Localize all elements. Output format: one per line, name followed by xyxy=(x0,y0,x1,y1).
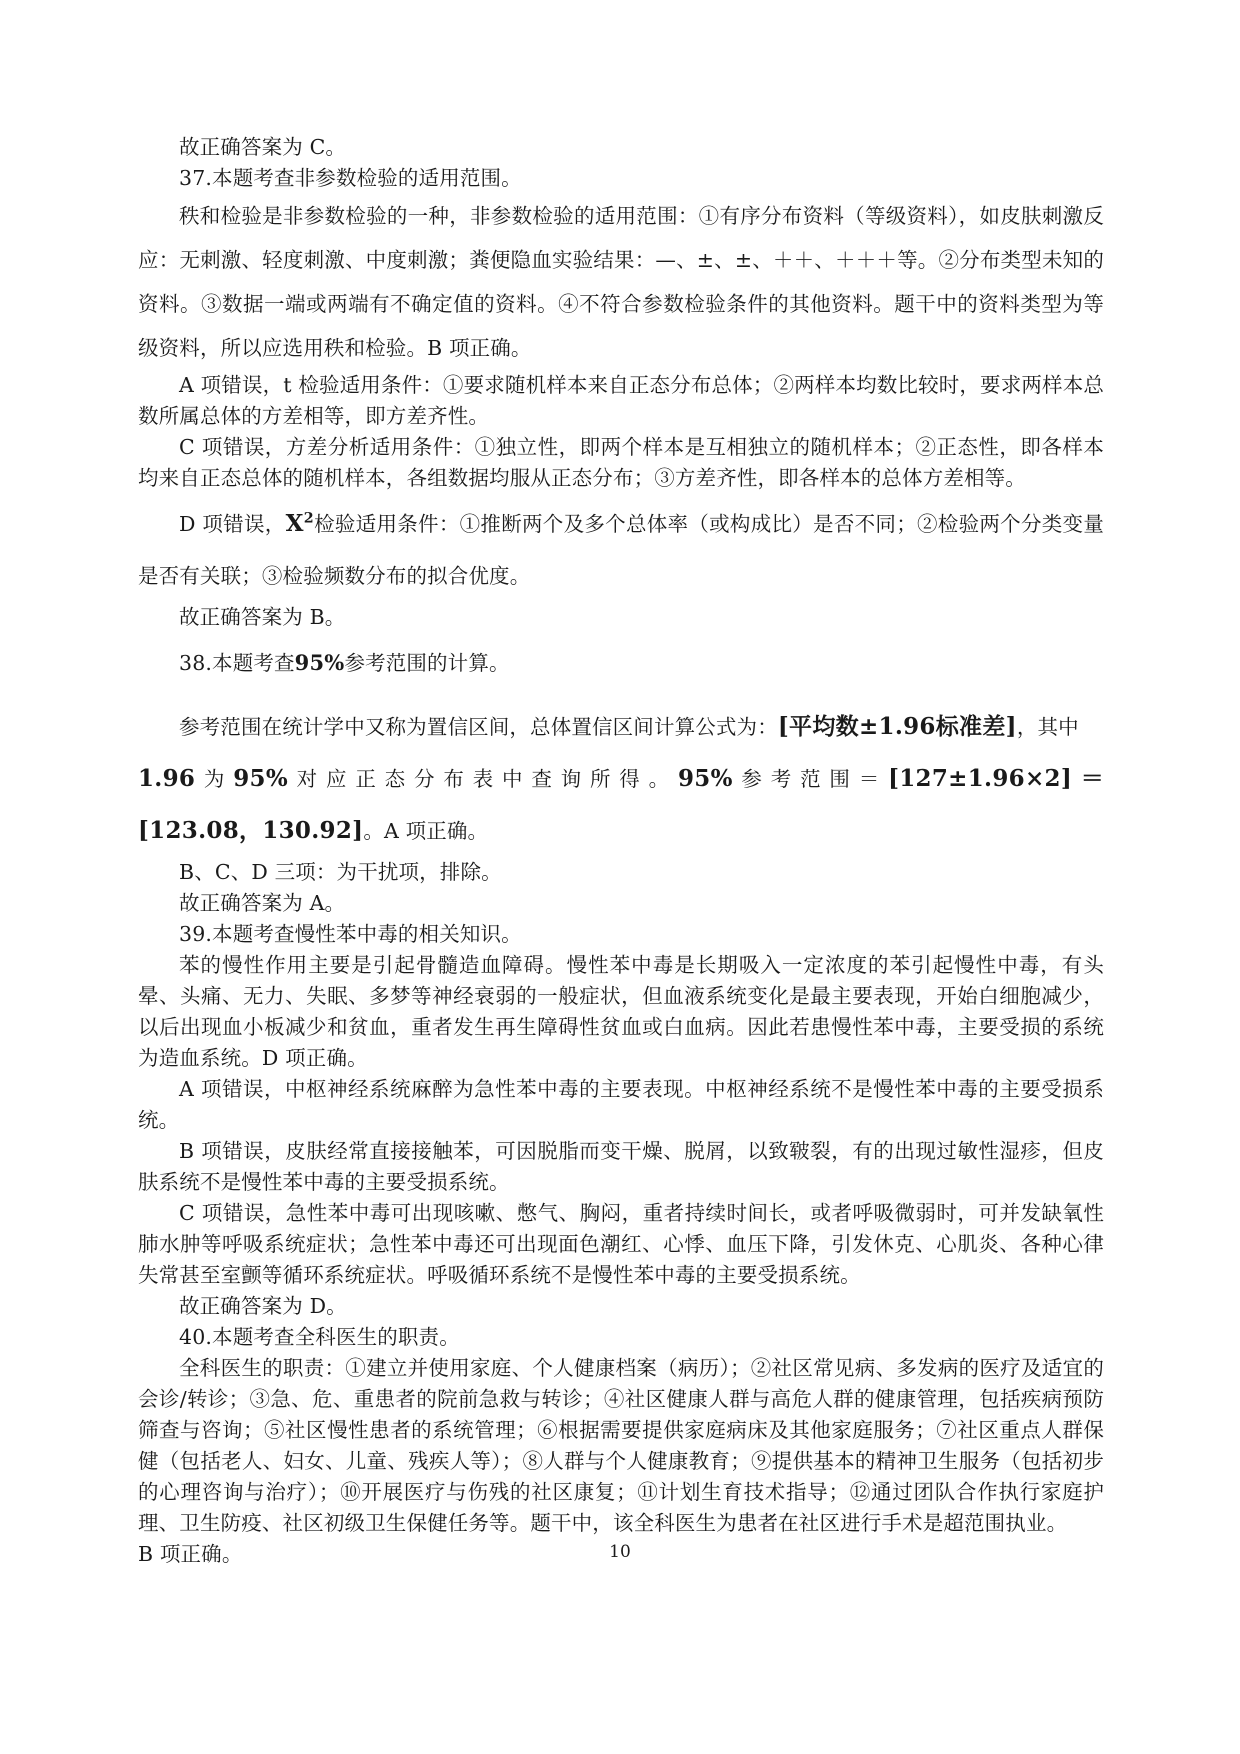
calc-text-2: 对应正态分布表中查询所得。 xyxy=(288,767,678,791)
q39-heading: 39.本题考查慢性苯中毒的相关知识。 xyxy=(179,922,522,946)
interval-expression: [127±1.96×2] xyxy=(888,765,1073,792)
q38-formula-intro xyxy=(138,701,1104,753)
q39-option-b: B 项错误，皮肤经常直接接触苯，可因脱脂而变干燥、脱屑，以致皲裂，有的出现过敏性湿疹，但皮肤系统不是慢性苯中毒的主要受损系统。 xyxy=(138,1139,1104,1194)
q38-options-bcd: B、C、D 三项：为干扰项，排除。 xyxy=(179,860,502,884)
interval-result: [123.08，130.92] xyxy=(138,817,364,844)
q38-answer: 故正确答案为 A。 xyxy=(179,891,346,915)
q38-intro-text: 参考范围在统计学中又称为置信区间，总体置信区间计算公式为： xyxy=(179,715,778,739)
equals-sign: ＝ xyxy=(1072,765,1104,792)
q40-answer: B 项正确。 xyxy=(138,1542,243,1566)
q37-option-c: C 项错误，方差分析适用条件：①独立性，即两个样本是互相独立的随机样本；②正态性，即各样本均来自正态总体的随机样本，各组数据均服从正态分布；③方差齐性，即各样本的总体方差相等。 xyxy=(138,435,1104,490)
confidence-interval-formula: [平均数±1.96标准差] xyxy=(777,713,1017,740)
q38-heading-suffix: 参考范围的计算。 xyxy=(344,651,510,675)
q37-option-a: A 项错误，t 检验适用条件：①要求随机样本来自正态分布总体；②两样本均数比较时，要求两样本总数所属总体的方差相等，即方差齐性。 xyxy=(138,373,1104,428)
confidence-level-2: 95% xyxy=(677,765,733,792)
q39-option-a: A 项错误，中枢神经系统麻醉为急性苯中毒的主要表现。中枢神经系统不是慢性苯中毒的主要受损系统。 xyxy=(138,1077,1104,1132)
calc-text-1: 为 xyxy=(195,767,234,791)
page-number: 10 xyxy=(609,1542,631,1562)
q37-option-d-prefix: D 项错误， xyxy=(179,512,286,536)
q38-heading xyxy=(138,647,1104,679)
q39-body: 苯的慢性作用主要是引起骨髓造血障碍。慢性苯中毒是长期吸入一定浓度的苯引起慢性中毒，有头晕、头痛、无力、失眠、多梦等神经衰弱的一般症状，但血液系统变化是最主要表现，开始白细胞减少，以后出现血小板减少和贫血，重者发生再生障碍性贫血或白血病。因此若患慢性苯中毒，主要受损的系统为造血系统。D 项正确。 xyxy=(138,953,1104,1070)
page-content xyxy=(138,132,1104,1570)
q38-intro-tail: ，其中 xyxy=(1016,715,1079,739)
calc-text-4: 。A 项正确。 xyxy=(363,819,489,843)
q39-option-c: C 项错误，急性苯中毒可出现咳嗽、憋气、胸闷，重者持续时间长，或者呼吸微弱时，可并发缺氧性肺水肿等呼吸系统症状；急性苯中毒还可出现面色潮红、心悸、血压下降，引发休克、心肌炎、各种心律失常甚至室颤等循环系统症状。呼吸循环系统不是慢性苯中毒的主要受损系统。 xyxy=(138,1201,1104,1287)
percent-95-symbol: 95% xyxy=(294,650,345,675)
chi-square-symbol: $X^2$ xyxy=(285,510,314,537)
q40-body: 全科医生的职责：①建立并使用家庭、个人健康档案（病历）；②社区常见病、多发病的医疗及适宜的会诊/转诊；③急、危、重患者的院前急救与转诊；④社区健康人群与高危人群的健康管理，包括疾病预防筛查与咨询；⑤社区慢性患者的系统管理；⑥根据需要提供家庭病床及其他家庭服务；⑦社区重点人群保健（包括老人、妇女、儿童、残疾人等）；⑧人群与个人健康教育；⑨提供基本的精神卫生服务（包括初步的心理咨询与治疗）；⑩开展医疗与伤残的社区康复；⑪计划生育技术指导；⑫通过团队合作执行家庭护理、卫生防疫、社区初级卫生保健任务等。题干中，该全科医生为患者在社区进行手术是超范围执业。 xyxy=(138,1356,1104,1535)
q39-answer: 故正确答案为 D。 xyxy=(179,1294,347,1318)
q37-body: 秩和检验是非参数检验的一种，非参数检验的适用范围：①有序分布资料（等级资料），如皮肤刺激反应：无刺激、轻度刺激、中度刺激；粪便隐血实验结果：—、±、±、＋＋、＋＋＋等。②分布类型未知的资料。③数据一端或两端有不确定值的资料。④不符合参数检验条件的其他资料。题干中的资料类型为等级资料，所以应选用秩和检验。B 项正确。 xyxy=(138,204,1104,360)
q37-option-d xyxy=(138,498,1104,602)
z-value: 1.96 xyxy=(138,765,196,792)
q38-calculation xyxy=(138,753,1104,857)
q37-option-d-suffix: 检验适用条件：①推断两个及多个总体率（或构成比）是否不同；②检验两个分类变量是否有关联；③检验频数分布的拟合优度。 xyxy=(138,512,1104,588)
calc-text-3: 参考范围＝ xyxy=(732,767,889,791)
q36-answer-line: 故正确答案为 C。 xyxy=(179,135,347,159)
q37-heading: 37.本题考查非参数检验的适用范围。 xyxy=(179,166,522,190)
q37-answer: 故正确答案为 B。 xyxy=(179,605,346,629)
confidence-level: 95% xyxy=(233,765,288,792)
q40-heading: 40.本题考查全科医生的职责。 xyxy=(179,1325,460,1349)
q38-heading-prefix: 38.本题考查 xyxy=(179,651,295,675)
